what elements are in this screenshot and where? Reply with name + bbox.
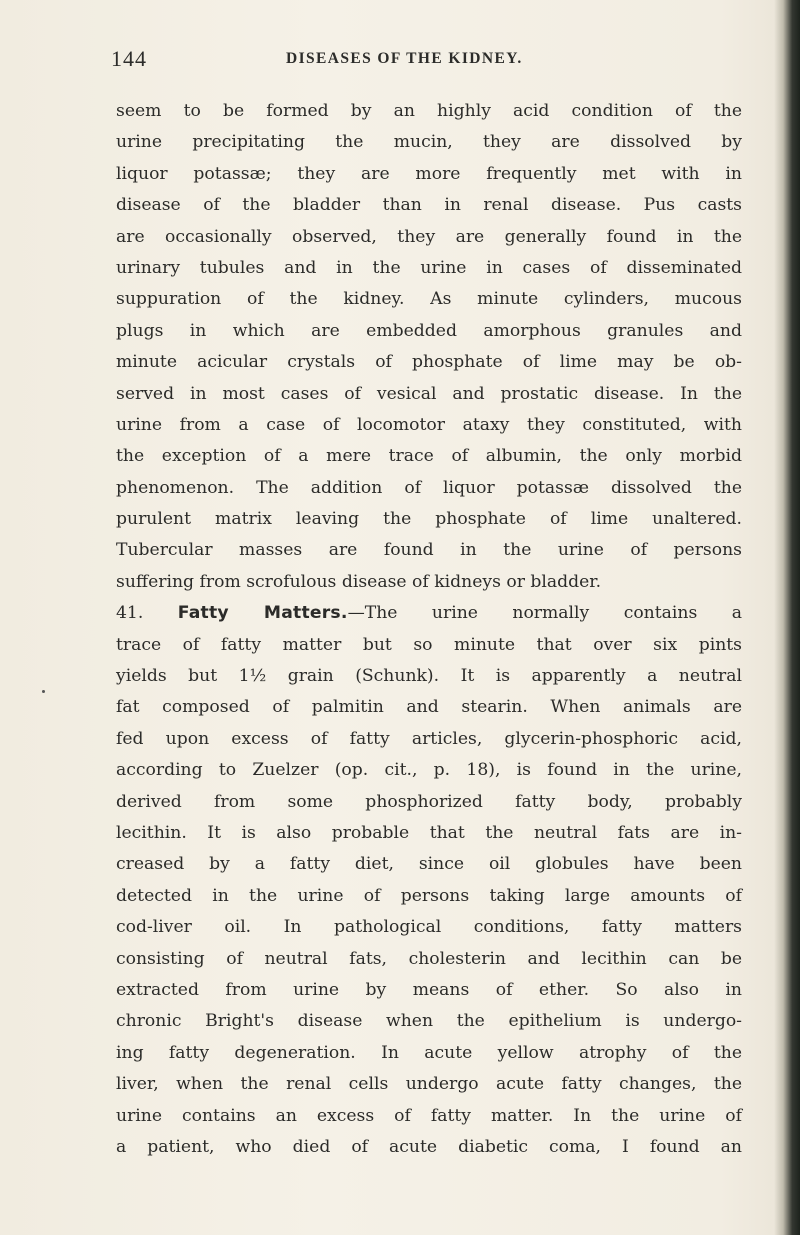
text-line: lecithin. It is also probable that the neutral fats are in-: [116, 822, 742, 843]
text-line: plugs in which are embedded amorphous granules and: [116, 320, 742, 341]
text-line: disease of the bladder than in renal disease. Pus casts: [116, 195, 742, 216]
section-heading: Fatty Matters.: [177, 603, 348, 624]
text-line: urinary tubules and in the urine in cases of disseminated: [116, 257, 742, 278]
text-line: urine contains an excess of fatty matter. In the urine of: [116, 1105, 742, 1126]
text-line: liver, when the renal cells undergo acute fatty changes, the: [116, 1074, 742, 1095]
page-edge-shadow: [774, 0, 800, 1235]
text-line: the exception of a mere trace of albumin, the only morbid: [116, 446, 742, 467]
text-line: chronic Bright's disease when the epithelium is undergo-: [116, 1011, 742, 1032]
text-line: suppuration of the kidney. As minute cylinders, mucous: [116, 289, 742, 310]
text-line: according to Zuelzer (op. cit., p. 18), is found in the urine,: [116, 760, 742, 781]
text-line: extracted from urine by means of ether. So also in: [116, 979, 742, 1000]
text-line: Tubercular masses are found in the urine of persons: [116, 540, 742, 561]
text-line: creased by a fatty diet, since oil globules have been: [116, 854, 742, 875]
text-line: fed upon excess of fatty articles, glycerin-phosphoric acid,: [116, 728, 742, 749]
text-line: derived from some phosphorized fatty body, probably: [116, 791, 742, 812]
margin-speck: [42, 690, 45, 693]
text-line: trace of fatty matter but so minute that over six pints: [116, 634, 742, 655]
running-head: DISEASES OF THE KIDNEY.: [286, 50, 523, 67]
text-line: served in most cases of vesical and prostatic disease. In the: [116, 383, 742, 404]
text-line: purulent matrix leaving the phosphate of lime unaltered.: [116, 509, 742, 530]
text-line: suffering from scrofulous disease of kidneys or bladder.: [116, 571, 602, 592]
section-first-line-text: —The urine normally contains a: [347, 603, 742, 624]
text-line: liquor potassæ; they are more frequently met with in: [116, 163, 742, 184]
section-number: 41.: [116, 603, 144, 624]
page-header: [111, 46, 739, 76]
text-line: seem to be formed by an highly acid condition of the: [116, 101, 742, 121]
text-line: urine precipitating the mucin, they are dissolved by: [116, 132, 742, 153]
text-line: are occasionally observed, they are generally found in the: [116, 226, 742, 247]
text-line: urine from a case of locomotor ataxy they constituted, with: [116, 414, 742, 435]
text-line: cod-liver oil. In pathological conditions, fatty matters: [116, 917, 742, 938]
text-line: fat composed of palmitin and stearin. When animals are: [116, 697, 742, 718]
text-line: minute acicular crystals of phosphate of lime may be ob-: [116, 352, 742, 373]
text-line: phenomenon. The addition of liquor potassæ dissolved the: [116, 477, 742, 498]
section-first-line: [116, 598, 742, 629]
text-line: a patient, who died of acute diabetic coma, I found an: [116, 1136, 742, 1157]
text-line: consisting of neutral fats, cholesterin and lecithin can be: [116, 948, 742, 969]
page-number: 144: [111, 46, 147, 71]
text-line: detected in the urine of persons taking large amounts of: [116, 885, 742, 906]
body-text: [116, 96, 742, 1163]
text-line: yields but 1½ grain (Schunk). It is apparently a neutral: [116, 666, 742, 687]
paragraph-before: [116, 96, 742, 598]
paragraph-after: [116, 630, 742, 1164]
text-line: ing fatty degeneration. In acute yellow atrophy of the: [116, 1042, 742, 1063]
